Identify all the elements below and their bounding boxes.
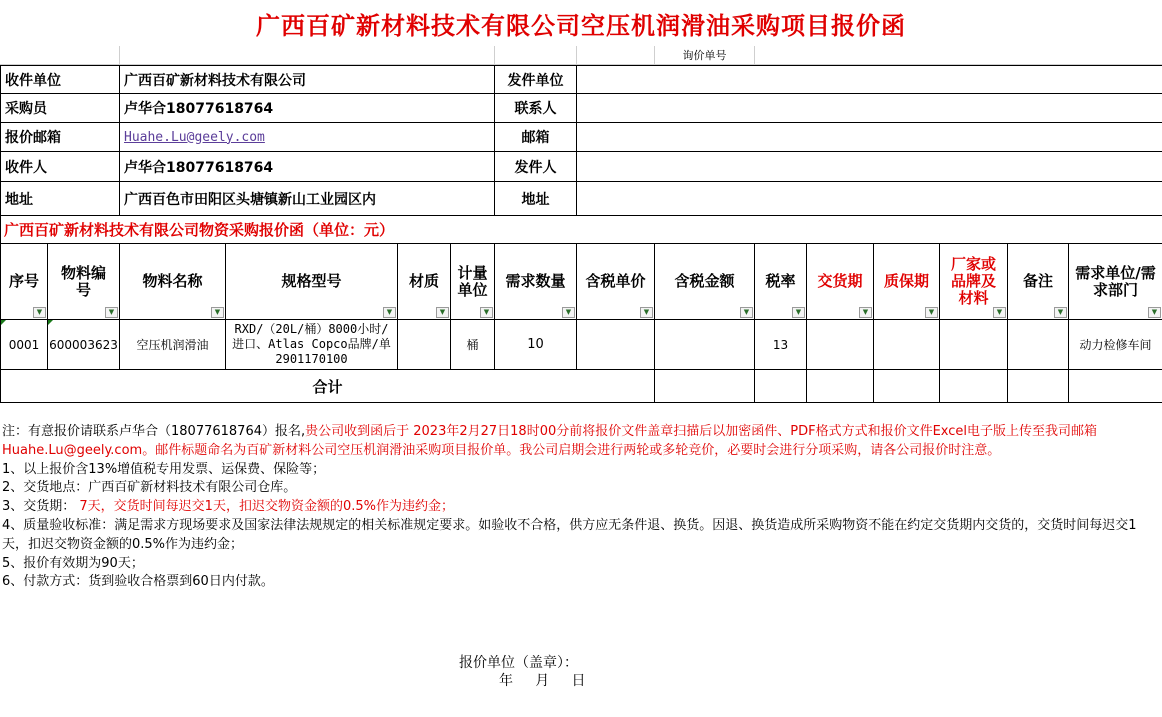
col-header-qty	[495, 244, 577, 320]
total-cell[interactable]	[1069, 370, 1162, 403]
grid-cell	[577, 46, 655, 65]
col-header-material	[398, 244, 451, 320]
col-header-qty-label: 需求数量	[505, 272, 566, 290]
cell-name[interactable]: 空压机润滑油	[120, 320, 226, 370]
col-header-amount	[655, 244, 755, 320]
signature-date-label: 年 月 日	[499, 673, 586, 689]
col-header-dept	[1069, 244, 1162, 320]
col-header-tax-rate-label: 税率	[765, 272, 796, 290]
total-cell[interactable]	[940, 370, 1008, 403]
cell-material[interactable]	[398, 320, 451, 370]
grid-cell	[495, 46, 577, 65]
notes-intro-text: 注：有意报价请联系卢华合（18077618764）报名,	[2, 424, 306, 439]
page-title: 广西百矿新材料技术有限公司空压机润滑油采购项目报价函	[256, 10, 906, 40]
info-value-email[interactable]	[577, 123, 1162, 152]
notes-item-3	[2, 498, 1160, 517]
filter-dropdown-icon[interactable]: ▼	[436, 307, 449, 318]
filter-dropdown-icon[interactable]: ▼	[211, 307, 224, 318]
col-header-unit	[451, 244, 495, 320]
notes-intro-deadline: 贵公司收到函后于 2023年2月27日18时00分前将报价文件盖章扫描后以加密函件、PDF格式方式和报价文件Excel电子版上传至我司邮箱Huahe.Lu@geely.com。邮件标题命名为百矿新材料公司空压机润滑油采购项目报价单。我公司启期会进行两轮或多轮竞价，必要时会进行分项采购，请各公司报价时注意。	[2, 424, 1098, 458]
cell-seq-value: 0001	[8, 337, 40, 352]
info-value-quote-email-cell	[120, 123, 495, 152]
notes-intro	[2, 423, 1160, 461]
filter-dropdown-icon[interactable]: ▼	[925, 307, 938, 318]
col-header-dept-label: 需求单位/需求部门	[1075, 263, 1156, 299]
filter-dropdown-icon[interactable]: ▼	[33, 307, 46, 318]
col-header-unit-price	[577, 244, 655, 320]
col-header-remark	[1008, 244, 1069, 320]
cell-warranty[interactable]	[874, 320, 940, 370]
filter-dropdown-icon[interactable]: ▼	[383, 307, 396, 318]
cell-code-value: 600003623	[49, 337, 118, 352]
total-cell[interactable]	[874, 370, 940, 403]
info-value-contact[interactable]	[577, 94, 1162, 123]
info-value-recipient: 卢华合18077618764	[120, 152, 495, 182]
quote-email-link[interactable]: Huahe.Lu@geely.com	[124, 129, 265, 145]
col-header-brand-label: 厂家或品牌及材料	[950, 255, 996, 307]
info-value-sender-unit[interactable]	[577, 66, 1162, 94]
filter-dropdown-icon[interactable]: ▼	[1148, 307, 1161, 318]
col-header-amount-label: 含税金额	[674, 272, 735, 290]
inquiry-number-value[interactable]	[755, 46, 1162, 65]
filter-dropdown-icon[interactable]: ▼	[480, 307, 493, 318]
signature-unit-label: 报价单位（盖章）：	[459, 655, 578, 671]
col-header-unit-label: 计量单位	[457, 263, 488, 299]
info-label-receiver-unit: 收件单位	[0, 66, 120, 94]
col-header-material-label: 材质	[408, 272, 439, 290]
notes-item-4: 4、质量验收标准：满足需求方现场要求及国家法律法规规定的相关标准规定要求。如验收不合格，供方应无条件退、换货。因退、换货造成所采购物资不能在约定交货期内交货的，交货时间每迟交1天，扣迟交物资金额的0.5%作为违约金；	[2, 517, 1137, 552]
filter-dropdown-icon[interactable]: ▼	[105, 307, 118, 318]
grid-cell	[120, 46, 495, 65]
cell-note-marker-icon	[1, 320, 6, 325]
total-amount[interactable]	[655, 370, 755, 403]
total-cell[interactable]	[807, 370, 874, 403]
col-header-code-label: 物料编号	[60, 263, 106, 299]
info-label-buyer: 采购员	[0, 94, 120, 123]
filter-dropdown-icon[interactable]: ▼	[740, 307, 753, 318]
filter-dropdown-icon[interactable]: ▼	[562, 307, 575, 318]
col-header-unit-price-label: 含税单价	[585, 272, 646, 290]
cell-note-marker-icon	[48, 320, 53, 325]
col-header-brand	[940, 244, 1008, 320]
cell-seq[interactable]	[0, 320, 48, 370]
cell-tax-rate[interactable]: 13	[755, 320, 807, 370]
info-label-address: 地址	[0, 182, 120, 216]
notes-item-2: 2、交货地点：广西百矿新材料技术有限公司仓库。	[2, 480, 297, 496]
cell-amount[interactable]	[655, 320, 755, 370]
col-header-seq-label: 序号	[8, 272, 39, 290]
notes-item-1: 1、以上报价含13%增值税专用发票、运保费、保险等；	[2, 461, 326, 477]
info-value-receiver-unit: 广西百矿新材料技术有限公司	[120, 66, 495, 94]
col-header-warranty-label: 质保期	[883, 272, 929, 290]
col-header-spec	[226, 244, 398, 320]
info-label-quote-email: 报价邮箱	[0, 123, 120, 152]
cell-spec[interactable]: RXD/（20L/桶）8000小时/进口、Atlas Copco品牌/单2901170100	[226, 320, 398, 370]
cell-dept[interactable]: 动力检修车间	[1069, 320, 1162, 370]
col-header-code	[48, 244, 120, 320]
col-header-name	[120, 244, 226, 320]
info-label-sender: 发件人	[495, 152, 577, 182]
col-header-delivery-label: 交货期	[817, 272, 863, 290]
col-header-remark-label: 备注	[1022, 272, 1053, 290]
cell-qty[interactable]: 10	[495, 320, 577, 370]
info-value-address: 广西百色市田阳区头塘镇新山工业园区内	[120, 182, 495, 216]
col-header-name-label: 物料名称	[142, 272, 203, 290]
info-label-contact: 联系人	[495, 94, 577, 123]
col-header-warranty	[874, 244, 940, 320]
grid-cell	[0, 46, 120, 65]
info-label-email: 邮箱	[495, 123, 577, 152]
notes-item-3-detail: 7天，交货时间每迟交1天，扣迟交物资金额的0.5%作为违约金；	[75, 499, 454, 515]
notes-item-5: 5、报价有效期为90天；	[2, 555, 144, 571]
info-value-sender[interactable]	[577, 152, 1162, 182]
cell-delivery[interactable]	[807, 320, 874, 370]
filter-dropdown-icon[interactable]: ▼	[859, 307, 872, 318]
total-label: 合计	[0, 370, 655, 403]
info-label-sender-address: 地址	[495, 182, 577, 216]
filter-dropdown-icon[interactable]: ▼	[640, 307, 653, 318]
info-label-recipient: 收件人	[0, 152, 120, 182]
filter-dropdown-icon[interactable]: ▼	[993, 307, 1006, 318]
notes-item-6: 6、付款方式：货到验收合格票到60日内付款。	[2, 574, 274, 590]
cell-remark[interactable]	[1008, 320, 1069, 370]
info-value-buyer: 卢华合18077618764	[120, 94, 495, 123]
info-value-sender-address[interactable]	[577, 182, 1162, 216]
col-header-tax-rate	[755, 244, 807, 320]
col-header-seq	[0, 244, 48, 320]
notes-block	[2, 423, 1160, 592]
cell-unit-price[interactable]	[577, 320, 655, 370]
cell-code[interactable]	[48, 320, 120, 370]
col-header-delivery	[807, 244, 874, 320]
inquiry-number-label: 询价单号	[655, 46, 755, 65]
cell-brand[interactable]	[940, 320, 1008, 370]
total-cell[interactable]	[755, 370, 807, 403]
filter-dropdown-icon[interactable]: ▼	[792, 307, 805, 318]
info-label-sender-unit: 发件单位	[495, 66, 577, 94]
section-title: 广西百矿新材料技术有限公司物资采购报价函（单位：元）	[0, 216, 1162, 244]
cell-unit[interactable]: 桶	[451, 320, 495, 370]
notes-item-3-label: 3、交货期：	[2, 499, 76, 515]
total-cell[interactable]	[1008, 370, 1069, 403]
filter-dropdown-icon[interactable]: ▼	[1054, 307, 1067, 318]
col-header-spec-label: 规格型号	[281, 272, 342, 290]
